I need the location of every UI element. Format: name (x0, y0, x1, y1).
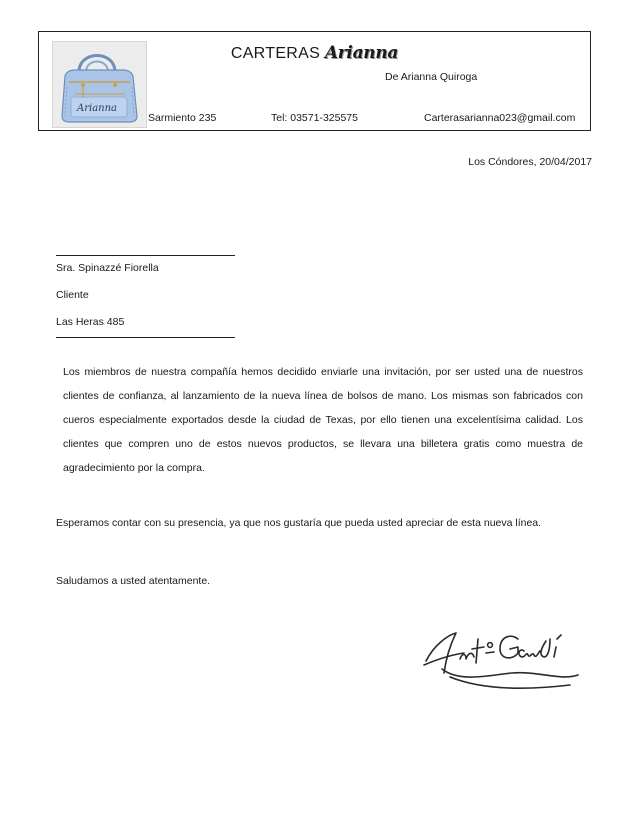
brand-word: CARTERAS (230, 45, 321, 62)
closing-line: Esperamos contar con su presencia, ya que nos gustaría que pueda usted apreciar de esta nueva línea. (56, 517, 542, 529)
body-paragraph: Los miembros de nuestra compañía hemos decidido enviarle una invitación, por ser usted una de nuestros clientes de confianza, al lanzamiento de la nueva línea de bolsos de mano. Los mismas son fabricados con cueros especialmente exportados desde la ciudad de Texas, por ello tienen una excelentísima calidad. Los clientes que compren uno de estos nuevos productos, se llevara una billetera gratis como muestra de agradecimiento por la compra. (63, 366, 583, 474)
brand-title (39, 43, 590, 63)
logo-script-text: Arianna (77, 103, 118, 114)
salutation: Saludamos a usted atentamente. (56, 575, 211, 587)
business-email: Carterasarianna023@gmail.com (424, 112, 576, 124)
owner-name: De Arianna Quiroga (385, 71, 478, 83)
recipient-address: Las Heras 485 (56, 316, 125, 328)
recipient-top-rule (56, 255, 235, 256)
brand-script: Arianna (324, 43, 399, 63)
letterhead (38, 31, 591, 131)
recipient-role: Cliente (56, 289, 89, 301)
business-phone: Tel: 03571-325575 (271, 112, 358, 124)
letter-date: Los Cóndores, 20/04/2017 (468, 156, 592, 168)
recipient-name: Sra. Spinazzé Fiorella (56, 262, 159, 274)
recipient-bottom-rule (56, 337, 235, 338)
business-address: Sarmiento 235 (148, 112, 217, 124)
handwritten-signature (420, 625, 580, 695)
